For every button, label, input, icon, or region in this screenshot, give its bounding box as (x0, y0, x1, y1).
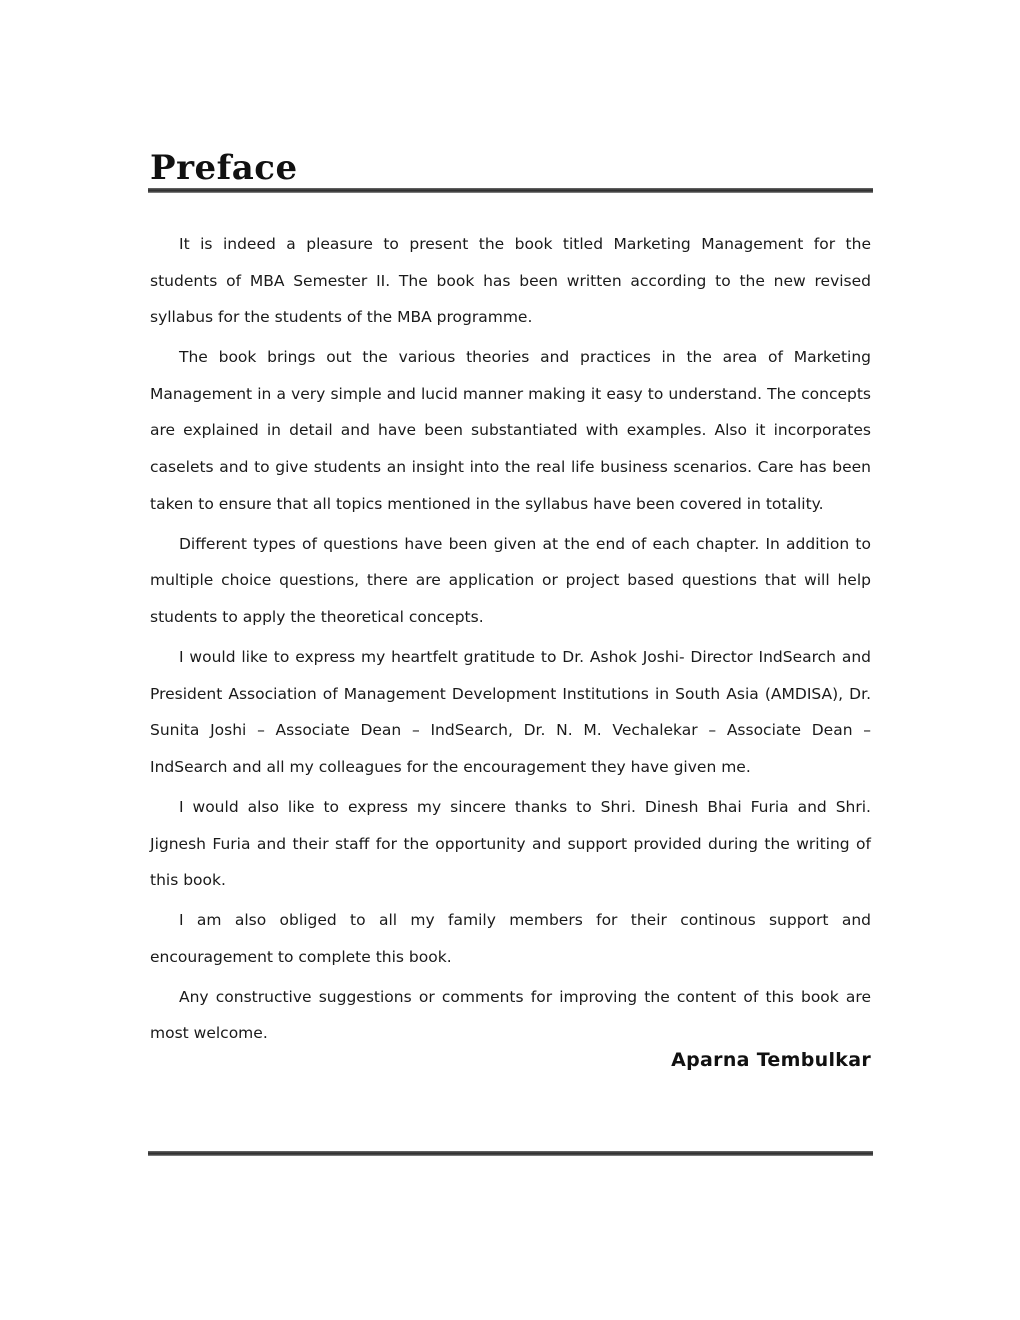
page-title: Preface (150, 148, 298, 188)
paragraph-family: I am also obliged to all my family members for their continous support and encouragement to complete this book. (150, 911, 871, 966)
author-signature: Aparna Tembulkar (671, 1049, 871, 1071)
paragraph-introduction: It is indeed a pleasure to present the book titled Marketing Management for the students of MBA Semester II. The book has been written according to the new revised syllabus for the students of the MBA programme. (150, 235, 871, 327)
paragraph-suggestions: Any constructive suggestions or comments for improving the content of this book are most welcome. (150, 987, 871, 1043)
paragraph-thanks-publishers: I would also like to express my sincere thanks to Shri. Dinesh Bhai Furia and Shri. Jignesh Furia and their staff for the opportunity and support provided during the writing of this book. (150, 797, 871, 890)
preface-body (150, 226, 871, 1056)
footer-rule (148, 1151, 873, 1156)
paragraph-questions: Different types of questions have been given at the end of each chapter. In addition to multiple choice questions, there are application or project based questions that will help students to apply the theoretical concepts. (150, 534, 871, 626)
paragraph-gratitude: I would like to express my heartfelt gratitude to Dr. Ashok Joshi- Director IndSearch and President Association of Management Development Institutions in South Asia (AMDISA), Dr. Sunita Joshi – Associate Dean – IndSearch, Dr. N. M. Vechalekar – Associate Dean – IndSearch and all my colleagues for the encouragement they have given me. (150, 648, 871, 776)
title-underline-rule (148, 188, 873, 193)
paragraph-book-overview: The book brings out the various theories and practices in the area of Marketing Management in a very simple and lucid manner making it easy to understand. The concepts are explained in detail and have been substantiated with examples. Also it incorporates caselets and to give students an insight into the real life business scenarios. Care has been taken to ensure that all topics mentioned in the syllabus have been covered in totality. (150, 348, 871, 513)
